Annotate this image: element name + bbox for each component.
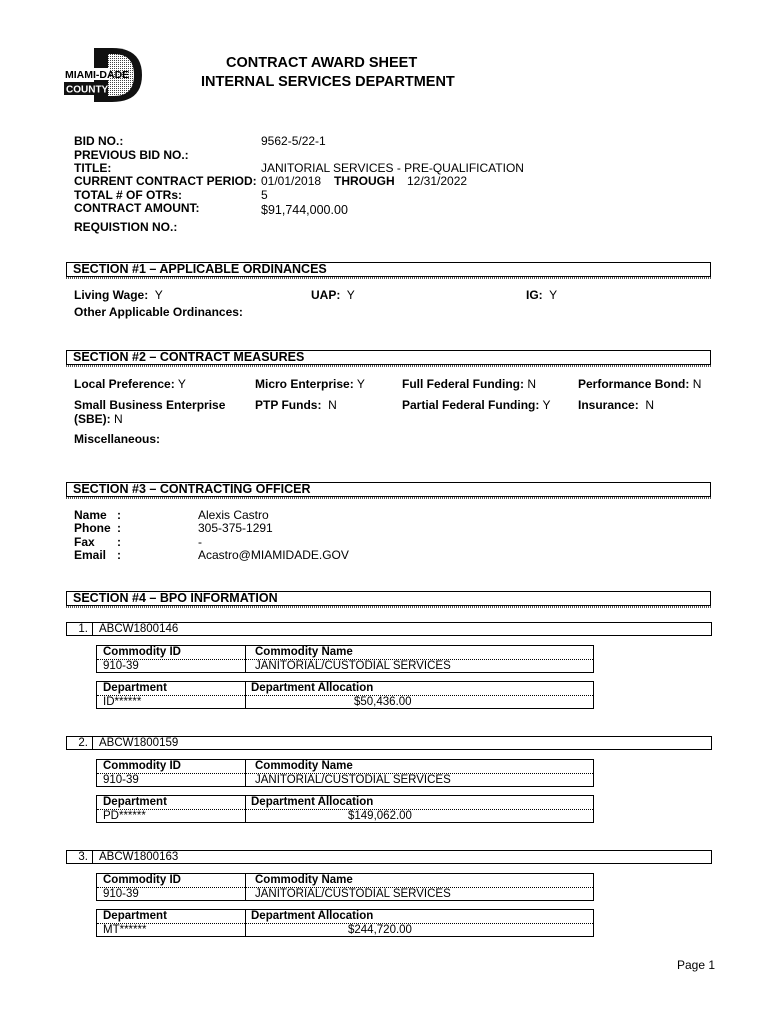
officer-fax-value: - — [198, 535, 202, 549]
period-start: 01/01/2018 — [261, 174, 322, 188]
ig — [526, 288, 557, 302]
contract-period-label: CURRENT CONTRACT PERIOD: — [74, 174, 257, 188]
colon: : — [117, 535, 121, 549]
page-title: CONTRACT AWARD SHEET — [226, 55, 418, 71]
living-wage — [74, 288, 163, 302]
logo-text-miami-dade: MIAMI-DADE — [65, 69, 130, 81]
bid-no-value: 9562-5/22-1 — [261, 134, 326, 148]
local-preference-label: Local Preference: — [74, 377, 175, 391]
logo-text-county: COUNTY — [66, 84, 109, 96]
partial-federal-funding-label: Partial Federal Funding: — [402, 398, 540, 412]
department-table — [96, 681, 594, 709]
allocation-header: Department Allocation — [251, 796, 374, 808]
commodity-id-header: Commodity ID — [103, 646, 181, 658]
bpo-row — [66, 622, 712, 636]
officer-fax-label: Fax — [74, 535, 95, 549]
through-label: THROUGH — [334, 174, 395, 188]
sbe-value: N — [114, 412, 123, 426]
ptp-funds-value: N — [328, 398, 337, 412]
commodity-table — [96, 759, 594, 787]
living-wage-value: Y — [154, 288, 163, 302]
other-ordinances-label: Other Applicable Ordinances: — [74, 305, 243, 319]
commodity-id: 910-39 — [103, 774, 139, 786]
uap — [311, 288, 355, 302]
colon: : — [117, 548, 121, 562]
micro-enterprise-value: Y — [356, 377, 365, 391]
officer-phone-label: Phone — [74, 521, 111, 535]
section-4-header — [66, 591, 711, 606]
officer-name-label: Name — [74, 508, 107, 522]
page-number: Page 1 — [677, 958, 716, 972]
bpo-row — [66, 850, 712, 864]
colon: : — [117, 521, 121, 535]
ptp-funds-label: PTP Funds: — [255, 398, 322, 412]
section-4-title: SECTION #4 – BPO INFORMATION — [73, 591, 278, 605]
officer-name-value: Alexis Castro — [198, 508, 269, 522]
colon: : — [117, 508, 121, 522]
page-subtitle: INTERNAL SERVICES DEPARTMENT — [201, 74, 455, 90]
bpo-number: 2. — [67, 737, 93, 749]
micro-enterprise — [255, 377, 365, 391]
commodity-name-header: Commodity Name — [255, 874, 353, 886]
full-federal-funding-value: N — [527, 377, 537, 391]
section-1-header — [66, 262, 711, 277]
full-federal-funding-label: Full Federal Funding: — [402, 377, 524, 391]
partial-federal-funding — [402, 398, 551, 412]
local-preference-value: Y — [177, 377, 186, 391]
insurance-label: Insurance: — [578, 398, 639, 412]
commodity-table — [96, 873, 594, 901]
contract-amount-label: CONTRACT AMOUNT: — [74, 201, 200, 215]
partial-federal-funding-value: Y — [542, 398, 551, 412]
bpo-id: ABCW1800159 — [99, 737, 179, 749]
insurance — [578, 398, 654, 412]
bpo-number: 3. — [67, 851, 93, 863]
allocation-value: $50,436.00 — [354, 696, 412, 708]
commodity-id: 910-39 — [103, 660, 139, 672]
micro-enterprise-label: Micro Enterprise: — [255, 377, 354, 391]
ig-value: Y — [549, 288, 558, 302]
requisition-label: REQUISTION NO.: — [74, 220, 178, 234]
allocation-header: Department Allocation — [251, 910, 374, 922]
allocation-header: Department Allocation — [251, 682, 374, 694]
commodity-table — [96, 645, 594, 673]
commodity-id-header: Commodity ID — [103, 874, 181, 886]
commodity-name-header: Commodity Name — [255, 760, 353, 772]
department-header: Department — [103, 682, 167, 694]
section-3-title: SECTION #3 – CONTRACTING OFFICER — [73, 482, 311, 496]
department-header: Department — [103, 910, 167, 922]
bpo-number: 1. — [67, 623, 93, 635]
miscellaneous-label: Miscellaneous: — [74, 432, 161, 446]
sbe-label: Small Business Enterprise — [74, 398, 226, 412]
commodity-name: JANITORIAL/CUSTODIAL SERVICES — [255, 888, 451, 900]
uap-value: Y — [346, 288, 355, 302]
section-3-header — [66, 482, 711, 497]
commodity-id-header: Commodity ID — [103, 760, 181, 772]
local-preference — [74, 377, 186, 391]
ptp-funds — [255, 398, 337, 412]
performance-bond-value: N — [692, 377, 702, 391]
bpo-id: ABCW1800146 — [99, 623, 179, 635]
performance-bond — [578, 377, 701, 391]
section-2-title: SECTION #2 – CONTRACT MEASURES — [73, 350, 305, 364]
previous-bid-label: PREVIOUS BID NO.: — [74, 148, 189, 162]
performance-bond-label: Performance Bond: — [578, 377, 690, 391]
sbe-label-2: (SBE): — [74, 412, 111, 426]
miami-dade-logo — [64, 46, 144, 104]
commodity-name-header: Commodity Name — [255, 646, 353, 658]
insurance-value: N — [645, 398, 655, 412]
section-2-header — [66, 350, 711, 365]
department-header: Department — [103, 796, 167, 808]
full-federal-funding — [402, 377, 536, 391]
otrs-label: TOTAL # OF OTRs: — [74, 188, 183, 202]
department-value: PD****** — [103, 810, 146, 822]
otrs-value: 5 — [261, 188, 268, 202]
allocation-value: $244,720.00 — [348, 924, 412, 936]
title-value: JANITORIAL SERVICES - PRE-QUALIFICATION — [261, 161, 524, 175]
bpo-row — [66, 736, 712, 750]
department-table — [96, 795, 594, 823]
contract-amount-value: $91,744,000.00 — [261, 203, 348, 217]
bpo-id: ABCW1800163 — [99, 851, 179, 863]
bid-no-label: BID NO.: — [74, 134, 124, 148]
uap-label: UAP: — [311, 288, 341, 302]
officer-phone-value: 305-375-1291 — [198, 521, 273, 535]
ig-label: IG: — [526, 288, 543, 302]
officer-email-value: Acastro@MIAMIDADE.GOV — [198, 548, 349, 562]
period-end: 12/31/2022 — [407, 174, 468, 188]
department-table — [96, 909, 594, 937]
officer-email-label: Email — [74, 548, 107, 562]
sbe — [74, 412, 123, 426]
commodity-name: JANITORIAL/CUSTODIAL SERVICES — [255, 660, 451, 672]
living-wage-label: Living Wage: — [74, 288, 149, 302]
section-1-title: SECTION #1 – APPLICABLE ORDINANCES — [73, 262, 327, 276]
allocation-value: $149,062.00 — [348, 810, 412, 822]
title-label: TITLE: — [74, 161, 112, 175]
commodity-name: JANITORIAL/CUSTODIAL SERVICES — [255, 774, 451, 786]
commodity-id: 910-39 — [103, 888, 139, 900]
department-value: ID****** — [103, 696, 142, 708]
department-value: MT****** — [103, 924, 147, 936]
